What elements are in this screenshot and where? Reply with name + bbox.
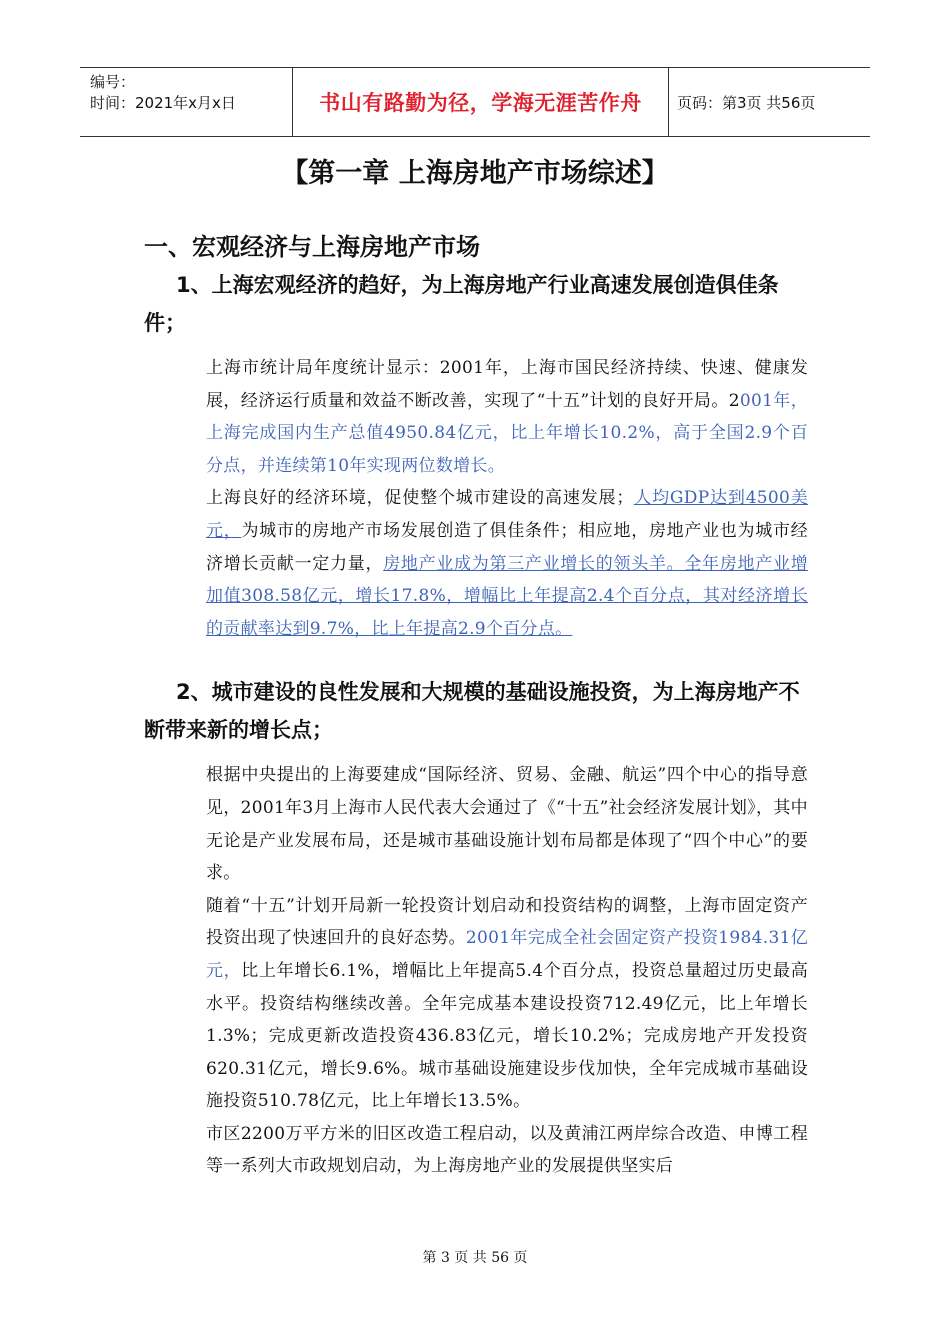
paragraph-5: 市区2200万平方米的旧区改造工程启动，以及黄浦江两岸综合改造、申博工程等一系列大市政规划启动，为上海房地产业的发展提供坚实后 <box>206 1123 808 1177</box>
paragraph-2-text-b: 为城市的房地产市场发展创造了俱佳条件；相应地，房地产业也为城市经济增长贡献一定力量， <box>206 520 808 574</box>
header-motto-cell <box>293 68 669 136</box>
paragraph-4-text-a: 随着“十五”计划开局新一轮投资计划启动和投资结构的调整，上海市固定资产投资出现了快速回升的良好态势。 <box>206 895 808 949</box>
header-page-cell <box>669 68 870 136</box>
paragraph-4-text-b: 比上年增长6.1%，增幅比上年提高5.4个百分点，投资总量超过历史最高水平。投资结构继续改善。全年完成基本建设投资712.49亿元，比上年增长1.3%；完成更新改造投资436.83亿元，增长10.2%；完成房地产开发投资620.31亿元，增长9.6%。城市基础设施建设步伐加快，全年完成城市基础设施投资510.78亿元，比上年增长13.5%。 <box>206 960 808 1112</box>
paragraph-4-highlight: 2001年完成全社会固定资产投资1984.31亿元， <box>206 928 809 981</box>
header-page-label: 页码：第3页 共56页 <box>677 93 816 112</box>
paragraph-2 <box>206 482 808 645</box>
paragraph-1 <box>206 352 808 482</box>
paragraph-4 <box>206 890 808 1118</box>
page-header <box>80 67 870 137</box>
header-motto: 书山有路勤为径，学海无涯苦作舟 <box>319 90 642 115</box>
header-date-label: 时间：2021年x月x日 <box>90 94 236 112</box>
document-body <box>144 228 808 1183</box>
paragraph-1-highlight: 001年，上海完成国内生产总值4950.84亿元，比上年增长10.2%，高于全国2.9个百分点，并连续第10年实现两位数增长。 <box>206 390 809 476</box>
header-id-label: 编号： <box>90 73 136 91</box>
section-heading: 一、宏观经济与上海房地产市场 <box>144 233 480 261</box>
paragraph-3: 根据中央提出的上海要建成“国际经济、贸易、金融、航运”四个中心的指导意见，2001年3月上海市人民代表大会通过了《“十五”社会经济发展计划》，其中无论是产业发展布局，还是城市基础设施计划布局都是体现了“四个中心”的要求。 <box>206 765 808 884</box>
subsection-heading-1: 1、上海宏观经济的趋好，为上海房地产行业高速发展创造俱佳条件； <box>144 273 779 335</box>
page-footer: 第 3 页 共 56 页 <box>422 1250 528 1266</box>
paragraph-1-text: 上海市统计局年度统计显示：2001年，上海市国民经济持续、快速、健康发展，经济运行质量和效益不断改善，实现了“十五”计划的良好开局。2 <box>206 358 808 411</box>
paragraph-2-text-a: 上海良好的经济环境，促使整个城市建设的高速发展； <box>206 488 634 509</box>
header-meta <box>80 68 293 136</box>
paragraph-2-highlight-b: 房地产业成为第三产业增长的领头羊。全年房地产业增加值308.58亿元，增长17.8%，增幅比上年提高2.4个百分点，其对经济增长的贡献率达到9.7%，比上年提高2.9个百分点。 <box>206 553 809 639</box>
subsection-heading-2: 2、城市建设的良性发展和大规模的基础设施投资，为上海房地产不断带来新的增长点； <box>144 680 800 743</box>
chapter-title: 【第一章 上海房地产市场综述】 <box>281 158 669 189</box>
paragraph-2-highlight-a: 人均GDP达到4500美元， <box>206 488 808 541</box>
